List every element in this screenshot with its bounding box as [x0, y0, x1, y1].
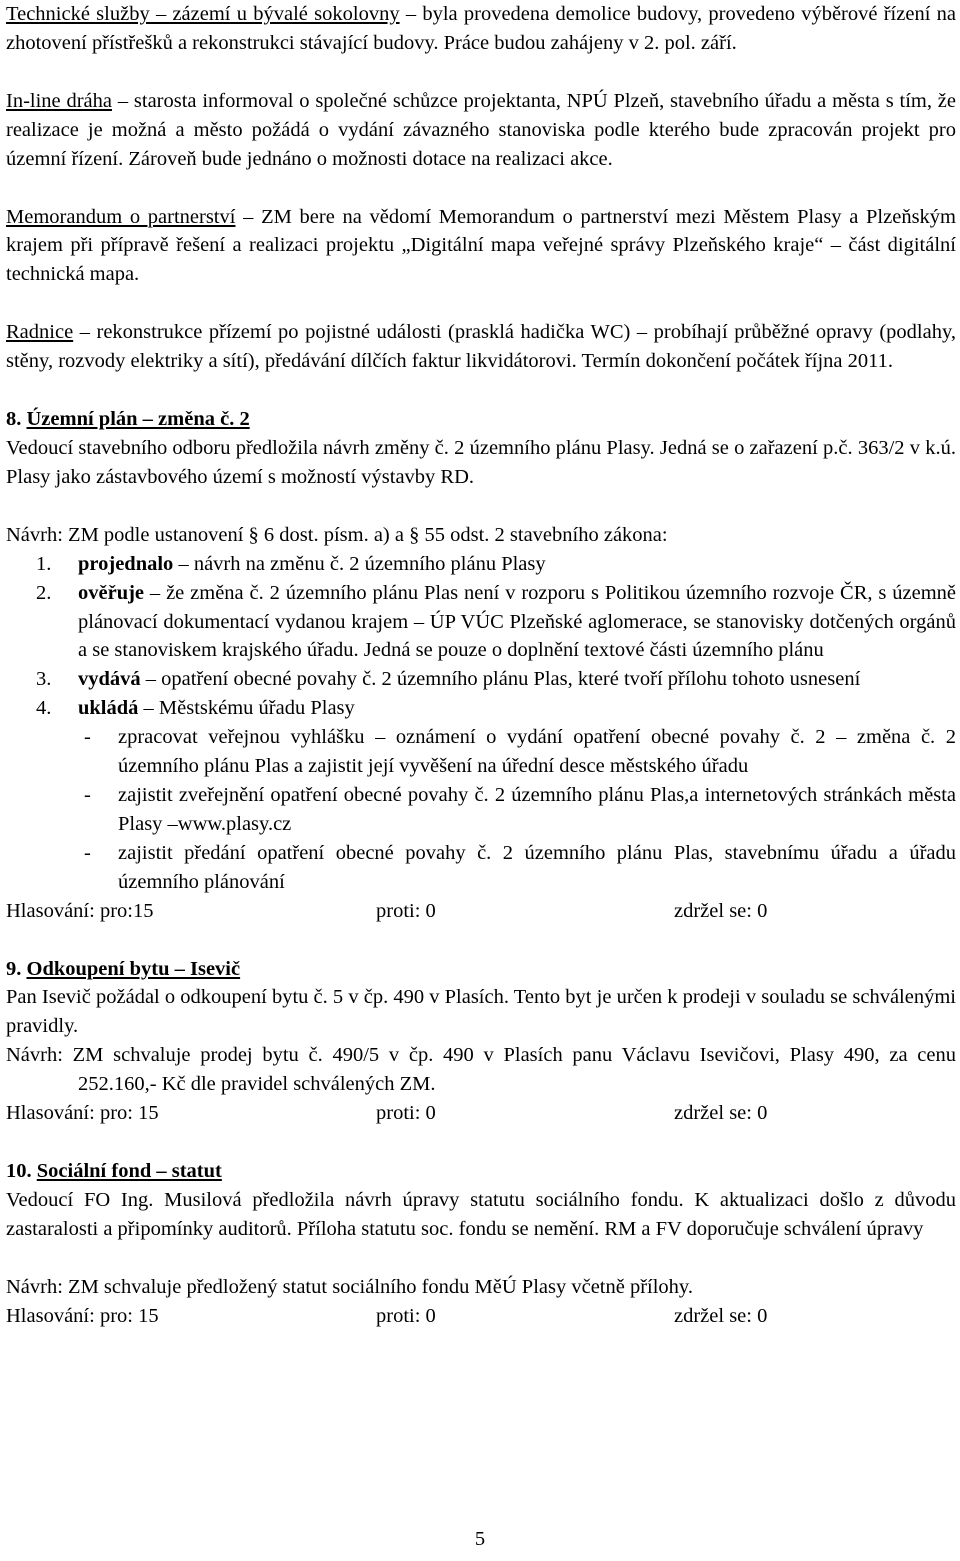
list-item-text: – že změna č. 2 územního plánu Plas není v rozporu s Politikou územního rozvoje ČR, s územně plánovací dokumentací vydanou krajem – ÚP VÚC Plzeňské aglomerace, se stanovisky dotčených orgánů a se stanoviskem krajského úřadu. Jedná se pouze o doplnění textové části územního plánu: [78, 581, 956, 662]
list-item-verb: ověřuje: [78, 581, 145, 604]
page-number: 5: [474, 1528, 486, 1550]
section-9-title: Odkoupení bytu – Isevič: [26, 957, 241, 980]
task-item-text: zajistit zveřejnění opatření obecné povahy č. 2 územního plánu Plas,a internetových stránkách města Plasy –www.plasy.cz: [118, 783, 956, 835]
section-10-number: 10.: [6, 1160, 37, 1183]
task-item: [6, 723, 956, 781]
list-item-verb: vydává: [78, 668, 141, 691]
paragraph-memorandum: [6, 203, 956, 290]
section-8-vote: [6, 897, 956, 926]
section-8-proposal: Návrh: ZM podle ustanovení § 6 dost. písm. a) a § 55 odst. 2 stavebního zákona:: [6, 523, 668, 546]
list-item: [6, 694, 956, 723]
heading-technicke-sluzby: Technické služby – zázemí u bývalé sokolovny: [6, 3, 400, 25]
section-10-intro: Vedoucí FO Ing. Musilová předložila návrh úpravy statutu sociálního fondu. K aktualizaci došlo z důvodu zastaralosti a připomínky auditorů. Příloha statutu soc. fondu se nemění. RM a FV doporučuje schválení úpravy: [6, 1189, 956, 1240]
section-8-number: 8.: [6, 408, 27, 431]
text-inline-draha: – starosta informoval o společné schůzce projektanta, NPÚ Plzeň, stavebního úřadu a města s tím, že realizace je možná a město požádá o vydání závazného stanoviska podle kterého bude zpracován projekt pro územní řízení. Zároveň bude jednáno o možnosti dotace na realizaci akce.: [6, 89, 956, 170]
section-8-task-list: [6, 723, 956, 896]
task-item: [6, 781, 956, 839]
paragraph-radnice: [6, 318, 956, 376]
section-8-intro: Vedoucí stavebního odboru předložila návrh změny č. 2 územního plánu Plasy. Jedná se o zařazení p.č. 363/2 v k.ú. Plasy jako zástavbového území s možností výstavby RD.: [6, 436, 956, 488]
dash-bullet: -: [84, 726, 91, 749]
list-item-text: – návrh na změnu č. 2 územního plánu Plasy: [173, 552, 546, 575]
vote-zdrzel: zdržel se: 0: [674, 1102, 768, 1125]
vote-proti: proti: 0: [376, 1102, 436, 1125]
vote-zdrzel: zdržel se: 0: [674, 899, 768, 922]
section-9-number: 9.: [6, 957, 27, 980]
list-item-text: – opatření obecné povahy č. 2 územního plánu Plas, které tvoří přílohu tohoto usnesení: [140, 668, 861, 691]
text-memorandum: – ZM bere na vědomí Memorandum o partnerství mezi Městem Plasy a Plzeňským krajem při přípravě řešení a realizaci projektu „Digitální mapa veřejné správy Plzeňského kraje“ – část digitální technická mapa.: [6, 205, 957, 286]
vote-proti: proti: 0: [376, 899, 436, 922]
vote-pro: Hlasování: pro: 15: [6, 1304, 159, 1327]
list-item: [6, 579, 956, 666]
vote-pro: Hlasování: pro:15: [6, 899, 154, 922]
document-page: [6, 0, 956, 1331]
section-9-heading: [6, 955, 956, 984]
paragraph-technicke-sluzby: [6, 0, 956, 58]
list-item-number: 3.: [36, 668, 52, 691]
section-9-vote: [6, 1099, 956, 1128]
task-item-text: zpracovat veřejnou vyhlášku – oznámení o vydání opatření obecné povahy č. 2 – změna č. 2 územního plánu Plas a zajistit její vyvěšení na úřední desce městského úřadu: [118, 726, 956, 778]
heading-inline-draha: In-line dráha: [6, 89, 112, 112]
section-10-vote: [6, 1302, 956, 1331]
heading-memorandum: Memorandum o partnerství: [6, 205, 236, 228]
paragraph-inline-draha: [6, 87, 956, 174]
section-9-intro: Pan Isevič požádal o odkoupení bytu č. 5 v čp. 490 v Plasích. Tento byt je určen k prodeji v souladu se schválenými pravidly.: [6, 986, 956, 1038]
list-item-number: 4.: [36, 697, 52, 720]
list-item: [6, 665, 956, 694]
dash-bullet: -: [84, 841, 91, 864]
list-item-verb: projednalo: [78, 552, 174, 575]
list-item: [6, 550, 956, 579]
list-item-text: – Městskému úřadu Plasy: [138, 697, 355, 720]
list-item-number: 1.: [36, 552, 52, 575]
text-technicke-sluzby: – byla provedena demolice budovy, provedeno výběrové řízení na zhotovení přístřešků a rekonstrukci stávající budovy. Práce budou zahájeny v 2. pol. září.: [6, 3, 956, 54]
task-item-text: zajistit předání opatření obecné povahy č. 2 územního plánu Plas, stavebnímu úřadu a úřadu územního plánování: [118, 841, 956, 893]
section-8-resolution-list: [6, 550, 956, 723]
text-radnice: – rekonstrukce přízemí po pojistné události (prasklá hadička WC) – probíhají průběžné opravy (podlahy, stěny, rozvody elektriky a sítí), předávání dílčích faktur likvidátorovi. Termín dokončení počátek října 2011.: [6, 321, 956, 373]
section-9-proposal: Návrh: ZM schvaluje prodej bytu č. 490/5 v čp. 490 v Plasích panu Václavu Isevičovi, Plasy 490, za cenu 252.160,- Kč dle pravidel schválených ZM.: [6, 1044, 956, 1096]
section-10-proposal: Návrh: ZM schvaluje předložený statut sociálního fondu MěÚ Plasy včetně přílohy.: [6, 1275, 693, 1298]
heading-radnice: Radnice: [6, 321, 74, 344]
vote-proti: proti: 0: [376, 1304, 436, 1327]
task-item: [6, 839, 956, 897]
dash-bullet: -: [84, 783, 91, 806]
section-10-heading: [6, 1157, 956, 1186]
vote-zdrzel: zdržel se: 0: [674, 1304, 768, 1327]
section-10-title: Sociální fond – statut: [36, 1160, 222, 1183]
list-item-number: 2.: [36, 581, 52, 604]
vote-pro: Hlasování: pro: 15: [6, 1102, 159, 1125]
list-item-verb: ukládá: [78, 697, 139, 720]
section-8-heading: [6, 405, 956, 434]
section-8-title: Územní plán – změna č. 2: [26, 408, 250, 431]
